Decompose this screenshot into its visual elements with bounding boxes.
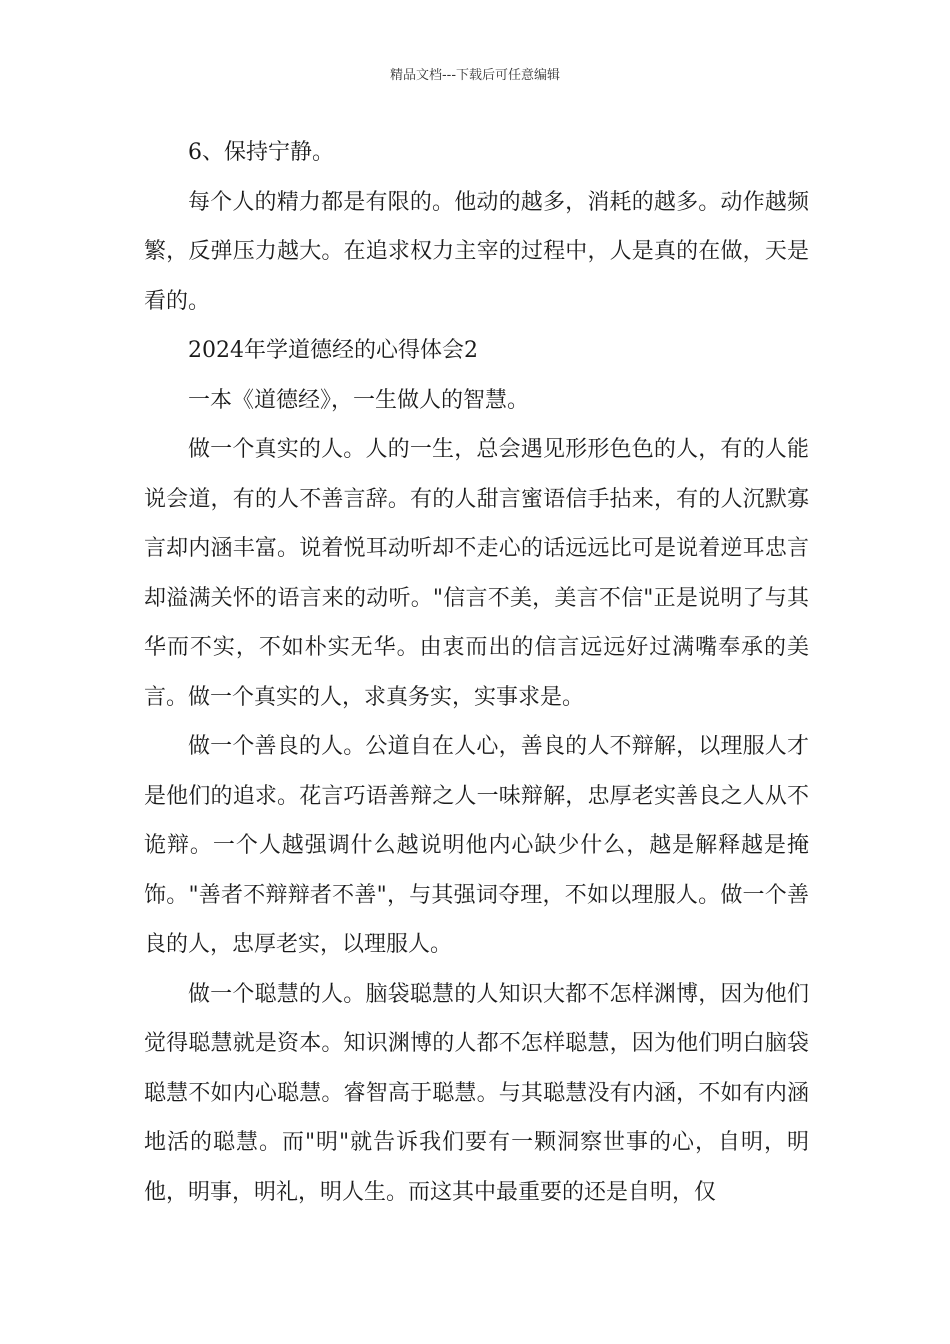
paragraph: 每个人的精力都是有限的。他动的越多，消耗的越多。动作越频繁，反弹压力越大。在追求权力主宰的过程中，人是真的在做，天是看的。 [144, 189, 809, 314]
paragraph: 做一个聪慧的人。脑袋聪慧的人知识大都不怎样渊博，因为他们觉得聪慧就是资本。知识渊博的人都不怎样聪慧，因为他们明白脑袋聪慧不如内心聪慧。睿智高于聪慧。与其聪慧没有内涵，不如有内涵地活的聪慧。而"明"就告诉我们要有一颗洞察世事的心，自明，明他，明事，明礼，明人生。而这其中最重要的还是自明，仅 [144, 981, 809, 1205]
paragraph: 一本《道德经》，一生做人的智慧。 [188, 387, 530, 413]
paragraph: 做一个善良的人。公道自在人心，善良的人不辩解，以理服人才是他们的追求。花言巧语善辩之人一味辩解，忠厚老实善良之人从不诡辩。一个人越强调什么越说明他内心缺少什么，越是解释越是掩饰。"善者不辩辩者不善"，与其强词夺理，不如以理服人。做一个善良的人，忠厚老实，以理服人。 [144, 734, 809, 957]
document-body [144, 128, 809, 1217]
page-header: 精品文档---下载后可任意编辑 [389, 68, 561, 83]
paragraph-heading-6: 6、保持宁静。 [188, 140, 334, 165]
section-title: 2024年学道德经的心得体会2 [188, 338, 478, 363]
paragraph: 做一个真实的人。人的一生，总会遇见形形色色的人，有的人能说会道，有的人不善言辞。有的人甜言蜜语信手拈来，有的人沉默寡言却内涵丰富。说着悦耳动听却不走心的话远远比可是说着逆耳忠言却溢满关怀的语言来的动听。"信言不美，美言不信"正是说明了与其华而不实，不如朴实无华。由衷而出的信言远远好过满嘴奉承的美言。做一个真实的人，求真务实，实事求是。 [144, 437, 809, 710]
